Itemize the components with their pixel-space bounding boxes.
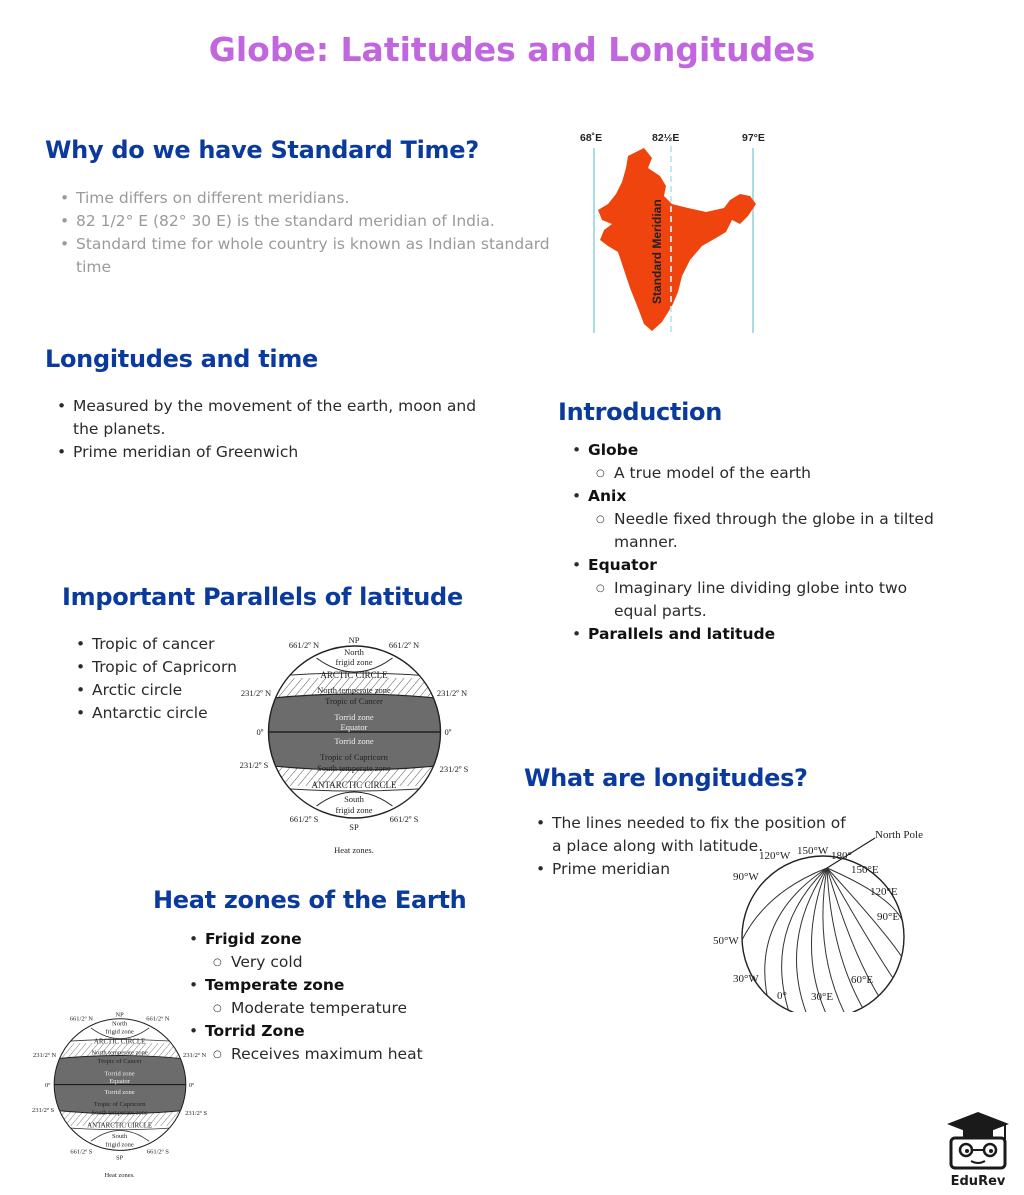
- w150-label: 150°W: [797, 845, 829, 857]
- north-pole-label: North Pole: [875, 829, 923, 841]
- longitude-globe-figure: [705, 822, 945, 1012]
- zero-left: 0º: [45, 1081, 51, 1089]
- india-map-figure: [578, 128, 773, 336]
- list-item: • Arctic circle: [74, 679, 254, 702]
- n66-right: 661/2º N: [146, 1015, 170, 1023]
- frigid-label: frigid zone: [105, 1141, 134, 1149]
- e90-label: 90°E: [877, 911, 900, 923]
- torrid-label: Torrid zone: [334, 712, 374, 722]
- e60-label: 60°E: [851, 974, 874, 986]
- term-globe: Globe: [588, 441, 639, 459]
- standard-time-heading: Why do we have Standard Time?: [45, 136, 479, 164]
- list-item: [570, 623, 950, 646]
- torrid-label: Torrid zone: [334, 736, 374, 746]
- heat-zones-heading: Heat zones of the Earth: [153, 886, 467, 914]
- frigid-label: frigid zone: [335, 805, 373, 815]
- parallels-list: [74, 633, 254, 725]
- standard-time-list: [58, 187, 578, 279]
- ntemp-label: North temperate zone: [317, 685, 391, 695]
- list-item: [570, 485, 950, 508]
- label-82e: 82½E: [652, 132, 680, 144]
- sub-item: ○ Moderate temperature: [187, 997, 447, 1020]
- list-item: • Tropic of cancer: [74, 633, 254, 656]
- term-anix: Anix: [588, 487, 627, 505]
- equator-label: Equator: [109, 1078, 130, 1086]
- ntemp-label: North temperate zone: [91, 1049, 148, 1057]
- zero-right: 0º: [188, 1081, 195, 1089]
- torrid-label: Torrid zone: [104, 1088, 135, 1096]
- torrid-label: Torrid zone: [104, 1070, 135, 1078]
- stemp-label: South temperate zone: [91, 1109, 148, 1117]
- south-label: South: [112, 1133, 128, 1141]
- introduction-list: [570, 439, 950, 646]
- south-label: South: [344, 794, 364, 804]
- arctic-label: ARCTIC CIRCLE: [320, 670, 388, 680]
- sub-item: ○ Very cold: [187, 951, 447, 974]
- frigid-label: frigid zone: [105, 1028, 134, 1036]
- w50-label: 50°W: [713, 935, 739, 947]
- list-item: [187, 974, 447, 997]
- e120-label: 120°E: [870, 886, 898, 898]
- page-title: Globe: Latitudes and Longitudes: [208, 30, 816, 69]
- sub-item: ○ Needle fixed through the globe in a tilted manner.: [570, 508, 950, 554]
- north-label: North: [112, 1020, 128, 1028]
- heat-zone-diagram-small: [26, 1005, 214, 1181]
- term-frigid: Frigid zone: [205, 930, 302, 948]
- n66-right: 661/2º N: [388, 640, 420, 650]
- cancer-label: Tropic of Cancer: [325, 696, 383, 706]
- term-parallels: Parallels and latitude: [588, 625, 776, 643]
- sub-item: ○ A true model of the earth: [570, 462, 950, 485]
- list-item: • Antarctic circle: [74, 702, 254, 725]
- s23-right: 231/2º S: [439, 764, 469, 774]
- standard-meridian-label: Standard Meridian: [650, 199, 664, 304]
- term-equator: Equator: [588, 556, 657, 574]
- heat-zone-diagram-large: [232, 628, 477, 858]
- term-torrid: Torrid Zone: [205, 1022, 305, 1040]
- w30-label: 30°W: [733, 973, 759, 985]
- s23-left: 231/2º S: [32, 1107, 55, 1115]
- india-shape: [598, 148, 756, 331]
- antarctic-label: ANTARCTIC CIRCLE: [311, 780, 397, 790]
- list-item: • Measured by the movement of the earth, moon and the planets.: [55, 395, 500, 441]
- n66-left: 661/2º N: [288, 640, 320, 650]
- longitudes-time-heading: Longitudes and time: [45, 345, 319, 373]
- brand-name: EduRev: [950, 1174, 1006, 1188]
- list-item: • Time differs on different meridians.: [58, 187, 578, 210]
- zero-left: 0º: [256, 727, 264, 737]
- s66-right: 661/2º S: [389, 814, 419, 824]
- north-label: North: [344, 647, 364, 657]
- list-item: • Prime meridian: [534, 858, 854, 881]
- introduction-heading: Introduction: [558, 398, 722, 426]
- antarctic-label: ANTARCTIC CIRCLE: [87, 1122, 153, 1130]
- list-item: [187, 928, 447, 951]
- sp-label: SP: [349, 822, 359, 832]
- e30-label: 30°E: [811, 991, 834, 1003]
- label-68e: 68˚E: [580, 132, 603, 144]
- label-97e: 97°E: [742, 132, 765, 144]
- term-temperate: Temperate zone: [205, 976, 345, 994]
- n23-left: 231/2º N: [33, 1052, 57, 1060]
- s66-right: 661/2º S: [146, 1148, 169, 1156]
- n23-right: 231/2º N: [436, 688, 468, 698]
- n23-left: 231/2º N: [240, 688, 272, 698]
- longitudes-time-list: [55, 395, 500, 464]
- list-item: • The lines needed to fix the position of a place along with latitude.: [534, 812, 854, 858]
- n23-right: 231/2º N: [183, 1052, 207, 1060]
- sub-item: ○ Imaginary line dividing globe into two equal parts.: [570, 577, 950, 623]
- longitudes-heading: What are longitudes?: [524, 764, 808, 792]
- np-label: NP: [115, 1011, 124, 1019]
- list-item: • Prime meridian of Greenwich: [55, 441, 500, 464]
- stemp-label: South temperate zone: [317, 763, 391, 773]
- frigid-label: frigid zone: [335, 657, 373, 667]
- capricorn-label: Tropic of Capricorn: [93, 1101, 146, 1109]
- list-item: • Tropic of Capricorn: [74, 656, 254, 679]
- parallels-heading: Important Parallels of latitude: [62, 583, 463, 611]
- list-item: [187, 1020, 447, 1043]
- sp-label: SP: [116, 1154, 124, 1162]
- s66-left: 661/2º S: [289, 814, 319, 824]
- n66-left: 661/2º N: [69, 1015, 93, 1023]
- equator-label: Equator: [340, 722, 368, 732]
- zero-right: 0º: [444, 727, 452, 737]
- arctic-label: ARCTIC CIRCLE: [93, 1038, 146, 1046]
- np-label: NP: [348, 635, 360, 645]
- w120-label: 120°W: [759, 850, 791, 862]
- edurev-logo: [943, 1110, 1013, 1188]
- heat-zones-list: [187, 928, 447, 1066]
- e150-label: 150°E: [851, 864, 879, 876]
- e180-label: 180°: [831, 850, 852, 862]
- list-item: • 82 1/2° E (82° 30 E) is the standard meridian of India.: [58, 210, 578, 233]
- caption: Heat zones.: [104, 1172, 135, 1180]
- s66-left: 661/2º S: [70, 1148, 93, 1156]
- s23-right: 231/2º S: [185, 1110, 208, 1118]
- w90-label: 90°W: [733, 871, 759, 883]
- list-item: • Standard time for whole country is known as Indian standard time: [58, 233, 578, 279]
- caption: Heat zones.: [334, 845, 374, 855]
- list-item: [570, 554, 950, 577]
- zero-label: 0°: [777, 990, 787, 1002]
- cancer-label: Tropic of Cancer: [97, 1058, 142, 1066]
- sub-item: ○ Receives maximum heat: [187, 1043, 447, 1066]
- list-item: [570, 439, 950, 462]
- capricorn-label: Tropic of Capricorn: [320, 752, 388, 762]
- s23-left: 231/2º S: [239, 760, 269, 770]
